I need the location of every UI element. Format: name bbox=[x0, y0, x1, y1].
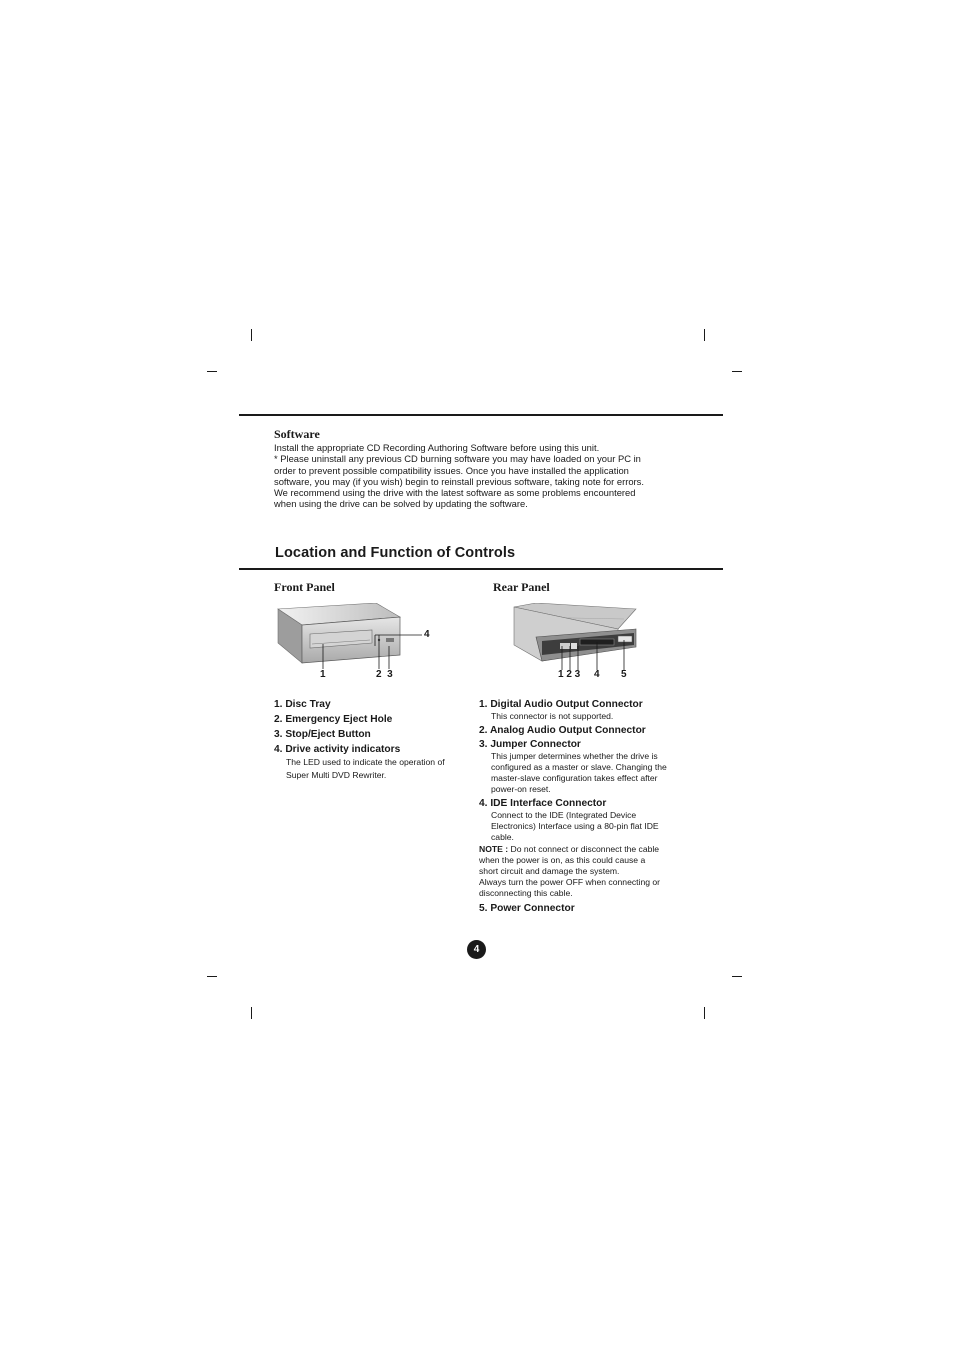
list-item: 4. IDE Interface Connector bbox=[479, 798, 607, 809]
note-line: short circuit and damage the system. bbox=[479, 866, 620, 876]
item-description: Electronics) Interface using a 80-pin flat IDE bbox=[491, 821, 659, 831]
note-line bbox=[479, 844, 694, 855]
software-body bbox=[274, 442, 684, 510]
software-heading: Software bbox=[274, 427, 320, 441]
software-line: order to prevent possible compatibility issues. Once you have installed the application bbox=[274, 464, 629, 476]
list-item: 3. Jumper Connector bbox=[479, 739, 581, 750]
note-label: NOTE : bbox=[479, 844, 509, 854]
software-line: software, you may (if you wish) begin to reinstall previous software, taking note for errors. bbox=[274, 475, 644, 487]
item-description: master-slave configuration takes effect after bbox=[491, 773, 658, 783]
section-rule bbox=[239, 568, 723, 570]
item-description: This jumper determines whether the drive is bbox=[491, 751, 658, 761]
list-item: 1. Disc Tray bbox=[274, 699, 331, 710]
list-item: 2. Analog Audio Output Connector bbox=[479, 725, 646, 736]
note-line: Always turn the power OFF when connecting or bbox=[479, 877, 661, 887]
crop-mark bbox=[732, 371, 742, 372]
front-panel-list bbox=[274, 698, 474, 782]
page-number-badge: 4 bbox=[467, 940, 486, 959]
front-callout-4: 4 bbox=[424, 629, 430, 640]
rear-callout-4: 4 bbox=[594, 669, 600, 680]
rear-callout-5: 5 bbox=[621, 669, 627, 680]
software-line: * Please uninstall any previous CD burning software you may have loaded on your PC in bbox=[274, 453, 641, 465]
rear-callout-1-2-3: 1 2 3 bbox=[558, 669, 581, 680]
item-description: power-on reset. bbox=[491, 784, 551, 794]
front-panel-callout-lines bbox=[300, 628, 430, 673]
front-callout-2-3: 2 3 bbox=[376, 669, 393, 680]
crop-mark bbox=[251, 329, 252, 341]
software-line: when using the drive can be solved by updating the software. bbox=[274, 498, 528, 510]
item-description: The LED used to indicate the operation of bbox=[286, 757, 445, 767]
front-panel-title: Front Panel bbox=[274, 580, 335, 594]
list-item: 2. Emergency Eject Hole bbox=[274, 714, 393, 725]
front-callout-1: 1 bbox=[320, 669, 326, 680]
section-title: Location and Function of Controls bbox=[275, 545, 516, 561]
note-text: Do not connect or disconnect the cable bbox=[508, 844, 660, 854]
crop-mark bbox=[732, 976, 742, 977]
item-description: Super Multi DVD Rewriter. bbox=[286, 770, 387, 780]
crop-mark bbox=[704, 1007, 705, 1019]
software-line: We recommend using the drive with the latest software as some problems encountered bbox=[274, 487, 636, 499]
item-description: Connect to the IDE (Integrated Device bbox=[491, 810, 637, 820]
crop-mark bbox=[251, 1007, 252, 1019]
list-item: 3. Stop/Eject Button bbox=[274, 729, 371, 740]
list-item: 5. Power Connector bbox=[479, 903, 575, 914]
rear-panel-title: Rear Panel bbox=[493, 580, 550, 594]
crop-mark bbox=[207, 976, 217, 977]
item-description: cable. bbox=[491, 832, 514, 842]
list-item: 1. Digital Audio Output Connector bbox=[479, 699, 643, 710]
item-description: configured as a master or slave. Changing the bbox=[491, 762, 667, 772]
list-item: 4. Drive activity indicators bbox=[274, 744, 401, 755]
crop-mark bbox=[704, 329, 705, 341]
top-rule bbox=[239, 414, 723, 416]
rear-panel-callout-lines bbox=[550, 640, 640, 672]
item-description: This connector is not supported. bbox=[491, 711, 614, 721]
note-line: disconnecting this cable. bbox=[479, 888, 573, 898]
note-line: when the power is on, as this could cause a bbox=[479, 855, 646, 865]
crop-mark bbox=[207, 371, 217, 372]
software-line: Install the appropriate CD Recording Authoring Software before using this unit. bbox=[274, 442, 600, 453]
rear-panel-list bbox=[479, 698, 694, 915]
note bbox=[479, 844, 694, 899]
